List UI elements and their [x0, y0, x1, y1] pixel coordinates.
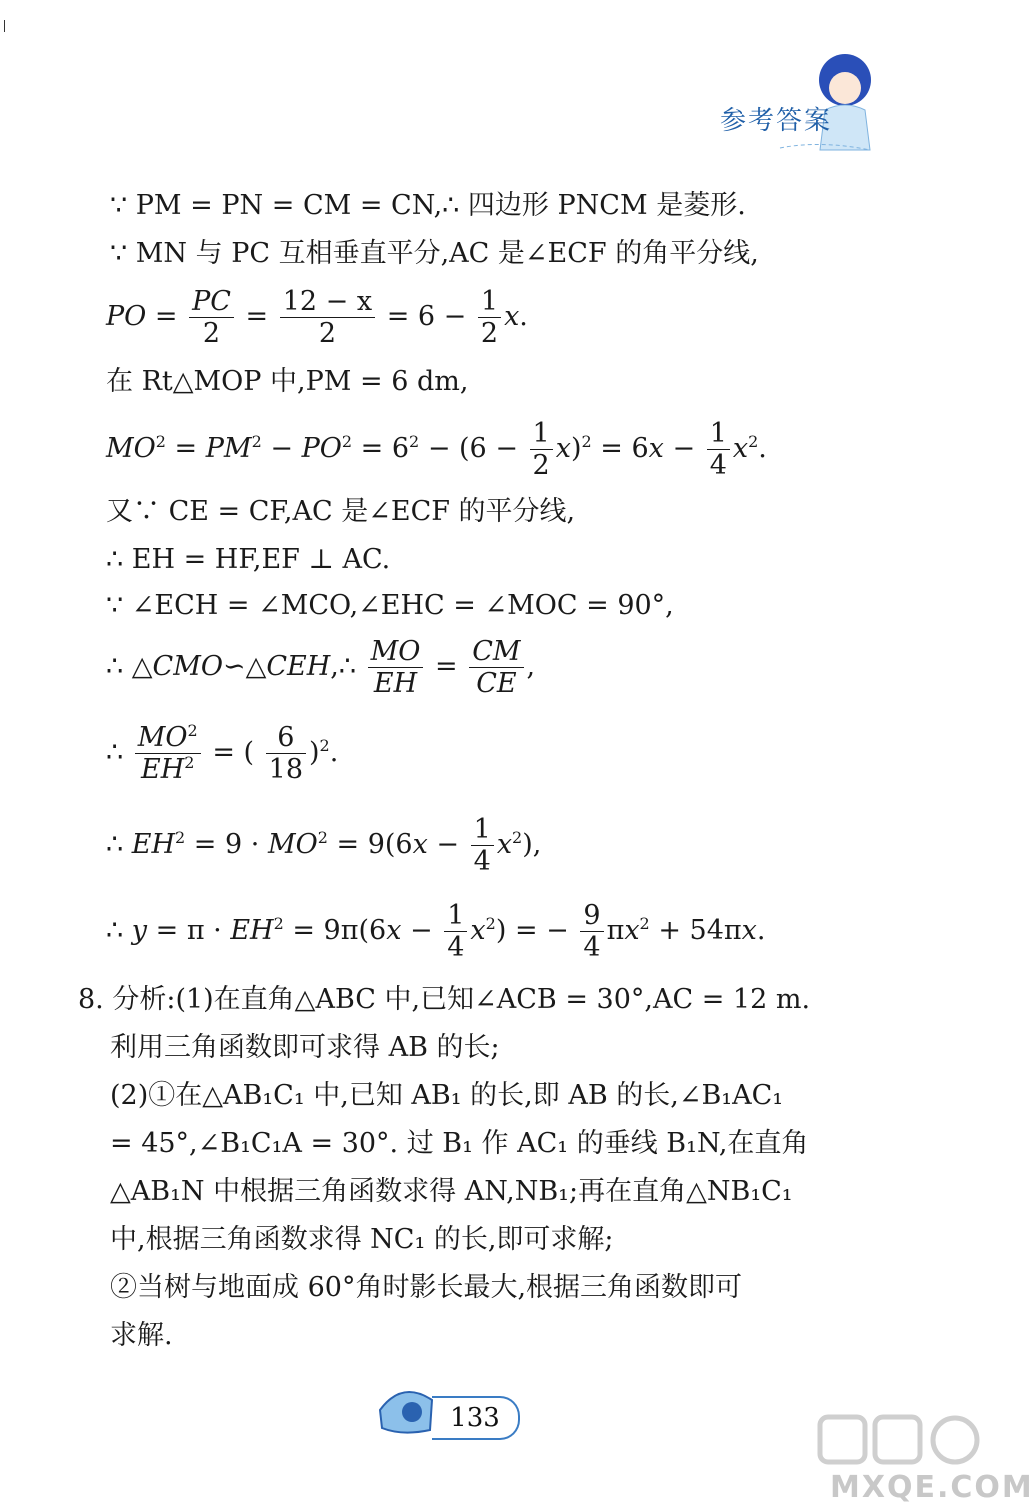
- line-angles: ∵ ∠ECH = ∠MCO,∠EHC = ∠MOC = 90°,: [106, 590, 674, 621]
- watermark-text: MXQE.COM: [830, 1470, 1034, 1505]
- equation-ratio-squared: ∴ $\frac{MO^2}{EH^2}$ = ( $\frac{6}{18}$ )$^2$.: [106, 721, 339, 786]
- edge-mark: [4, 20, 5, 32]
- problem-8-line: 8. 分析:(1)在直角△ABC 中,已知∠ACB = 30°,AC = 12 m.: [78, 984, 811, 1015]
- problem-8-line: 利用三角函数即可求得 AB 的长;: [110, 1032, 500, 1063]
- watermark-logo-icon: [810, 1412, 990, 1472]
- line-rhombus: ∵ PM = PN = CM = CN,∴ 四边形 PNCM 是菱形.: [110, 190, 746, 221]
- problem-8-line: (2)①在△AB₁C₁ 中,已知 AB₁ 的长,即 AB 的长,∠B₁AC₁: [110, 1080, 784, 1111]
- line-eh-hf: ∴ EH = HF,EF ⊥ AC.: [106, 544, 391, 575]
- equation-po: PO = $\frac{PC}{2}$ = $\frac{12 - x}{2}$ = 6 − $\frac{1}{2}$ x.: [106, 286, 528, 350]
- line-bisector: 又∵ CE = CF,AC 是∠ECF 的平分线,: [106, 496, 576, 527]
- problem-8-line: 中,根据三角函数求得 NC₁ 的长,即可求解;: [110, 1224, 614, 1255]
- equation-mo-squared: $MO^2 = PM^2 - PO^2 = 6^2 - (6$ − $\frac{1}{2}$ x)$^2$ = 6x − $\frac{1}{4}$ $x^2$.: [106, 418, 767, 482]
- problem-8-line: ②当树与地面成 60°角时影长最大,根据三角函数即可: [110, 1272, 743, 1303]
- equation-y: ∴ $y = \pi \cdot EH^2 = 9\pi(6x$ − $\frac{1}{4}$ $x^2$) = − $\frac{9}{4}$ $\pi x^2 + 54\pi x$.: [106, 900, 766, 964]
- line-rt-triangle: 在 Rt△MOP 中,PM = 6 dm,: [106, 366, 469, 397]
- problem-8-line: △AB₁N 中根据三角函数求得 AN,NB₁;再在直角△NB₁C₁: [110, 1176, 793, 1207]
- girl-illustration-icon: [770, 30, 880, 160]
- equation-eh-squared: ∴ $EH^2 = 9 \cdot MO^2 = 9(6x$ − $\frac{1}{4}$ $x^2$),: [106, 814, 542, 878]
- problem-8-line: 求解.: [110, 1320, 173, 1351]
- page-header-title: 参考答案: [720, 106, 833, 136]
- page-number: 133: [432, 1396, 520, 1440]
- equation-similar-triangles: ∴ △CMO∽△CEH,∴ $\frac{MO}{EH}$ = $\frac{CM}{CE}$ ,: [106, 636, 536, 700]
- line-perpendicular: ∵ MN 与 PC 互相垂直平分,AC 是∠ECF 的角平分线,: [110, 238, 759, 269]
- problem-8-analysis: [78, 976, 868, 1360]
- problem-8-line: = 45°,∠B₁C₁A = 30°. 过 B₁ 作 AC₁ 的垂线 B₁N,在直角: [110, 1128, 809, 1159]
